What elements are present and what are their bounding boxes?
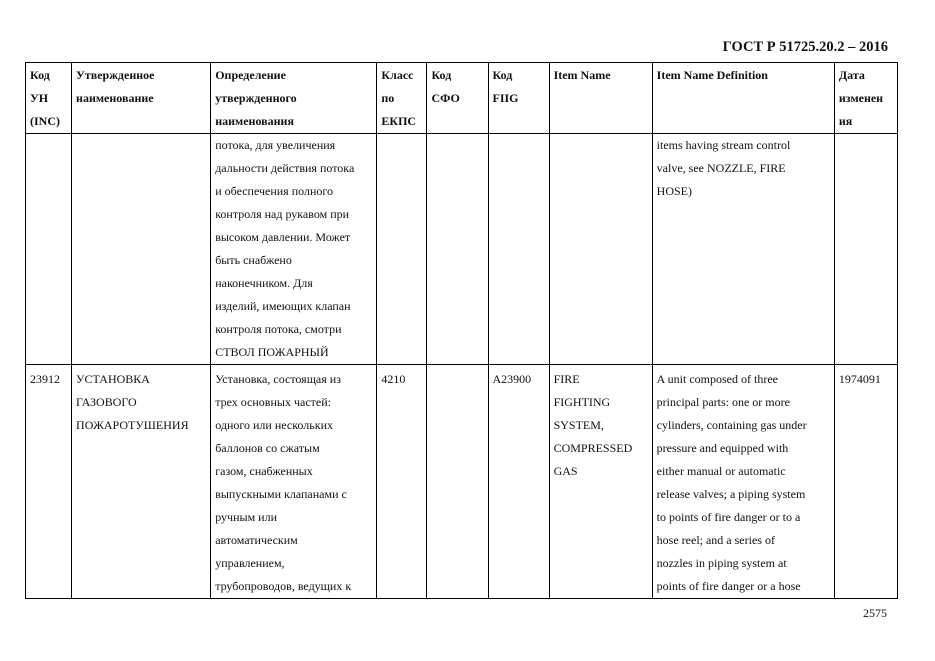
cell-text-line: SYSTEM, bbox=[553, 418, 604, 432]
nomenclature-table bbox=[25, 62, 898, 599]
cell-text-line: ЕКПС bbox=[381, 114, 417, 128]
header-item-name-definition bbox=[652, 63, 834, 134]
header-row bbox=[26, 63, 898, 134]
cell-text-line: Установка, состоящая из bbox=[215, 372, 341, 386]
cell-text-line: потока, для увеличения bbox=[215, 138, 336, 152]
cell-text-line: и обеспечения полного bbox=[215, 184, 333, 198]
cell-change-date: 1974091 bbox=[834, 365, 897, 599]
cell-approved-name bbox=[72, 134, 211, 365]
cell-text-line: either manual or automatic bbox=[656, 464, 786, 478]
cell-text-line: дальности действия потока bbox=[215, 161, 355, 175]
cell-item-name-definition bbox=[652, 134, 834, 365]
cell-item-name bbox=[549, 134, 652, 365]
cell-text-line: трех основных частей: bbox=[215, 395, 331, 409]
cell-text-line: Код bbox=[431, 68, 452, 82]
cell-text-line: Утвержденное bbox=[76, 68, 155, 82]
cell-text-line: valve, see NOZZLE, FIRE bbox=[656, 161, 786, 175]
cell-text-line: Дата bbox=[838, 68, 865, 82]
cell-text-line: наконечником. Для bbox=[215, 276, 313, 290]
cell-change-date bbox=[834, 134, 897, 365]
cell-fiig-code: A23900 bbox=[488, 365, 549, 599]
cell-text-line: Item Name bbox=[553, 68, 611, 82]
header-sfo-code bbox=[427, 63, 488, 134]
cell-definition-ru bbox=[211, 365, 377, 599]
cell-text-line: release valves; a piping system bbox=[656, 487, 806, 501]
cell-text-line: по bbox=[381, 91, 395, 105]
cell-text-line: nozzles in piping system at bbox=[656, 556, 787, 570]
cell-text-line: FIRE bbox=[553, 372, 580, 386]
cell-text-line: СФО bbox=[431, 91, 460, 105]
cell-text-line: выпускными клапанами с bbox=[215, 487, 347, 501]
header-inc bbox=[26, 63, 72, 134]
cell-item-name-definition bbox=[652, 365, 834, 599]
document-code: ГОСТ Р 51725.20.2 – 2016 bbox=[722, 39, 888, 55]
header-change-date bbox=[834, 63, 897, 134]
cell-text-line: FIGHTING bbox=[553, 395, 611, 409]
cell-text-line: изменен bbox=[838, 91, 884, 105]
cell-text-line: to points of fire danger or to a bbox=[656, 510, 801, 524]
header-fiig-code bbox=[488, 63, 549, 134]
cell-text-line: контроля потока, смотри bbox=[215, 322, 342, 336]
cell-text-line: изделий, имеющих клапан bbox=[215, 299, 351, 313]
cell-text-line: утвержденного bbox=[215, 91, 297, 105]
table-row bbox=[26, 365, 898, 599]
cell-text-line: Код bbox=[30, 68, 50, 82]
cell-text-line: HOSE) bbox=[656, 184, 693, 198]
cell-inc: 23912 bbox=[26, 365, 72, 599]
cell-ekps-class bbox=[377, 134, 427, 365]
cell-text-line: A unit composed of three bbox=[656, 372, 778, 386]
cell-text-line: СТВОЛ ПОЖАРНЫЙ bbox=[215, 345, 329, 359]
cell-text-line: Класс bbox=[381, 68, 414, 82]
cell-fiig-code bbox=[488, 134, 549, 365]
cell-text-line: points of fire danger or a hose bbox=[656, 579, 801, 593]
cell-ekps-class: 4210 bbox=[377, 365, 427, 599]
header-ekps-class bbox=[377, 63, 427, 134]
cell-text-line: управлением, bbox=[215, 556, 285, 570]
page-number: 2575 bbox=[863, 606, 887, 620]
cell-item-name bbox=[549, 365, 652, 599]
cell-text-line: контроля над рукавом при bbox=[215, 207, 350, 221]
cell-text-line: (INC) bbox=[30, 114, 60, 128]
cell-approved-name bbox=[72, 365, 211, 599]
cell-text-line: ручным или bbox=[215, 510, 277, 524]
cell-text-line: items having stream control bbox=[656, 138, 791, 152]
cell-text-line: наименование bbox=[76, 91, 154, 105]
cell-text-line: быть снабжено bbox=[215, 253, 292, 267]
cell-text-line: высоком давлении. Может bbox=[215, 230, 351, 244]
cell-text-line: ГАЗОВОГО bbox=[76, 395, 137, 409]
header-definition bbox=[211, 63, 377, 134]
cell-text-line: FIIG bbox=[492, 91, 519, 105]
cell-text-line: hose reel; and a series of bbox=[656, 533, 775, 547]
cell-text-line: GAS bbox=[553, 464, 578, 478]
header-item-name bbox=[549, 63, 652, 134]
cell-text-line: principal parts: one or more bbox=[656, 395, 790, 409]
cell-text-line: газом, снабженных bbox=[215, 464, 313, 478]
cell-text-line: автоматическим bbox=[215, 533, 298, 547]
cell-text-line: трубопроводов, ведущих к bbox=[215, 579, 352, 593]
cell-text-line: pressure and equipped with bbox=[656, 441, 789, 455]
cell-text-line: одного или нескольких bbox=[215, 418, 333, 432]
header-approved-name bbox=[72, 63, 211, 134]
cell-sfo-code bbox=[427, 134, 488, 365]
cell-text-line: ПОЖАРОТУШЕНИЯ bbox=[76, 418, 189, 432]
cell-inc bbox=[26, 134, 72, 365]
cell-text-line: cylinders, containing gas under bbox=[656, 418, 807, 432]
cell-text-line: Код bbox=[492, 68, 513, 82]
cell-text-line: УСТАНОВКА bbox=[76, 372, 150, 386]
table-row-continuation bbox=[26, 134, 898, 365]
cell-text-line: УН bbox=[30, 91, 49, 105]
cell-text-line: COMPRESSED bbox=[553, 441, 633, 455]
cell-sfo-code bbox=[427, 365, 488, 599]
cell-text-line: наименования bbox=[215, 114, 294, 128]
cell-text-line: баллонов со сжатым bbox=[215, 441, 320, 455]
cell-text-line: ия bbox=[838, 114, 853, 128]
cell-definition-ru bbox=[211, 134, 377, 365]
cell-text-line: Определение bbox=[215, 68, 286, 82]
cell-text-line: Item Name Definition bbox=[656, 68, 768, 82]
